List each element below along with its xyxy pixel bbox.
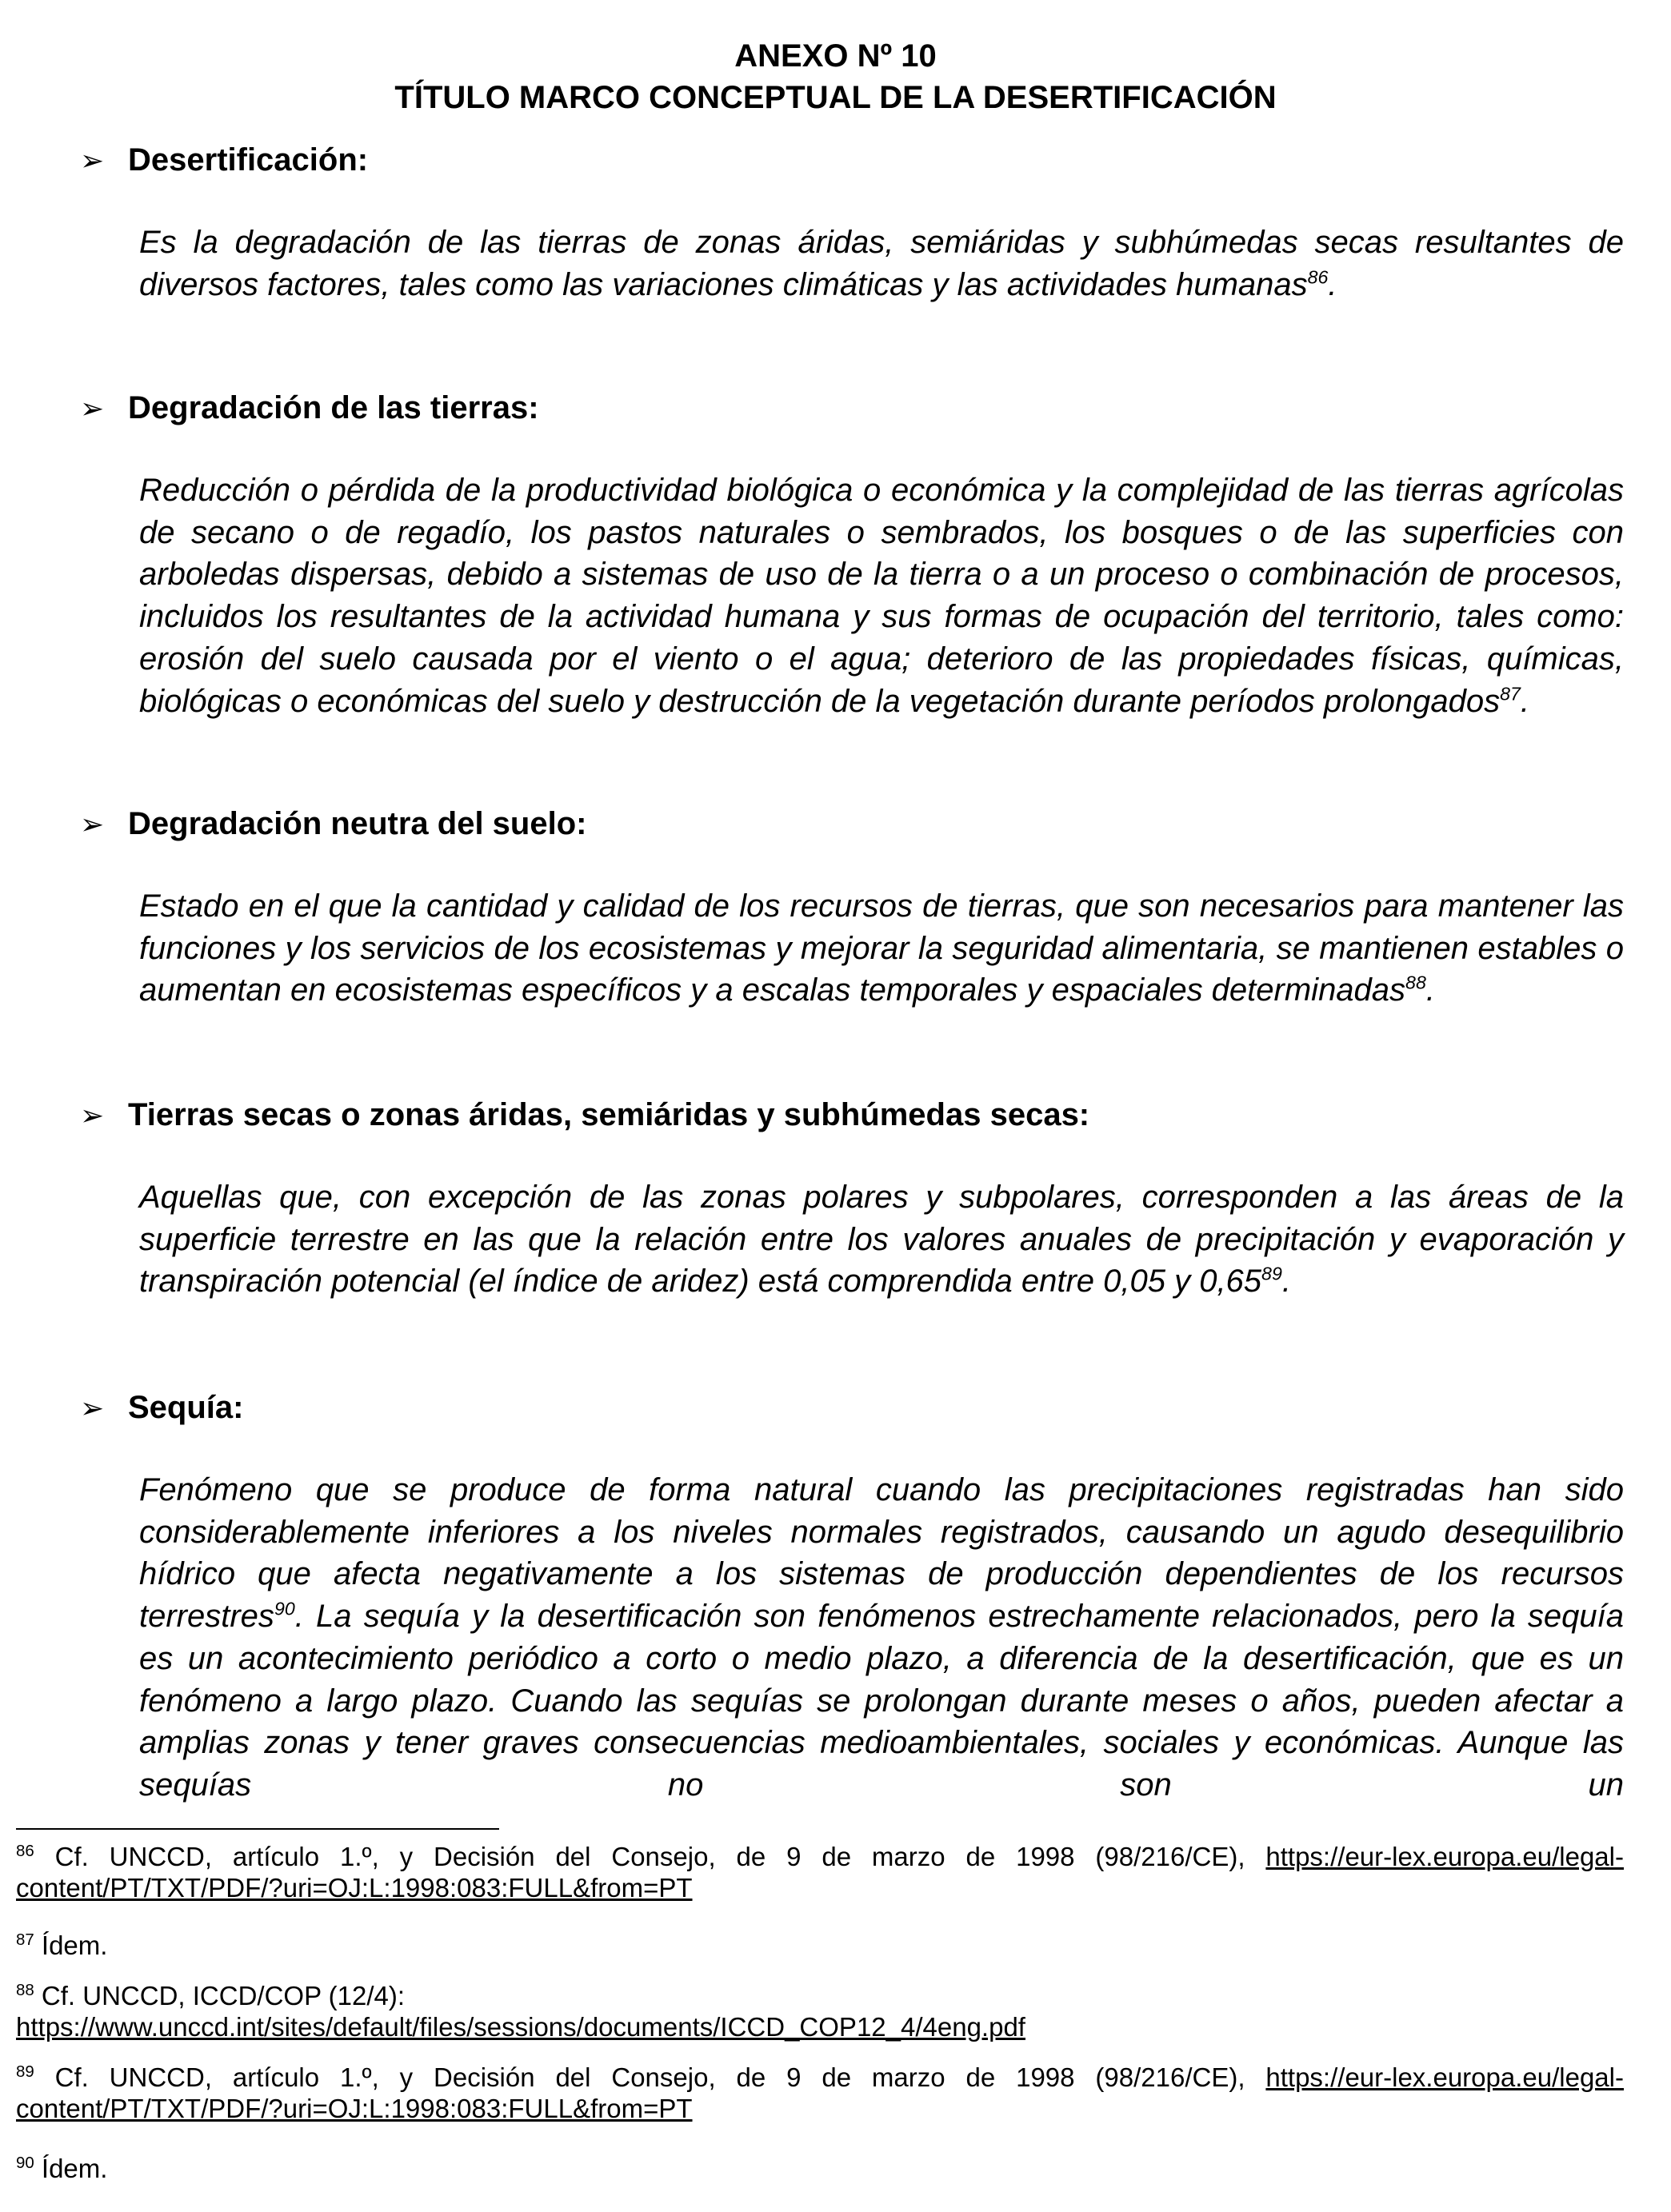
section-paragraph-tierras-secas bbox=[139, 1176, 1624, 1303]
footnote-text: Ídem. bbox=[34, 2154, 108, 2183]
paragraph-text: Fenómeno que se produce de forma natural cuando las precipitaciones registradas han sido considerablemente inferiores a los niveles normales registrados, causando un agudo desequilibrio hídrico que afecta negativamente a los sistemas de producción dependientes de los recursos terrestres bbox=[139, 1472, 1624, 1635]
page-header bbox=[0, 35, 1671, 118]
footnote-text: Ídem. bbox=[34, 1931, 108, 1960]
footnote-text: Cf. UNCCD, artículo 1.º, y Decisión del Consejo, de 9 de marzo de 1998 (98/216/CE), bbox=[34, 2062, 1266, 2092]
footnote-86 bbox=[16, 1841, 1624, 1903]
section-heading-desertificacion bbox=[80, 139, 1623, 182]
paragraph-tail: . La sequía y la desertificación son fenómenos estrechamente relacionados, pero la sequía es un acontecimiento periódico a corto o medio plazo, a diferencia de la desertificación, que es un fenómeno a largo plazo. Cuando las sequías se prolongan durante meses o años, pueden afectar a amplias zonas y tener graves consecuencias medioambientales, sociales y económicas. Aunque las sequías no son un bbox=[139, 1599, 1624, 1803]
section-heading-degradacion-tierras bbox=[80, 387, 1623, 429]
section-heading-label: Degradación de las tierras: bbox=[128, 390, 539, 425]
arrowhead-bullet-icon: ➢ bbox=[80, 1099, 105, 1132]
section-heading-label: Degradación neutra del suelo: bbox=[128, 806, 587, 841]
arrowhead-bullet-icon: ➢ bbox=[80, 808, 105, 840]
paragraph-text: Estado en el que la cantidad y calidad de los recursos de tierras, que son necesarios para mantener las funciones y los servicios de los ecosistemas y mejorar la seguridad alimentaria, se mantienen estables o aumentan en ecosistemas específicos y a escalas temporales y espaciales determinadas bbox=[139, 888, 1624, 1008]
section-paragraph-sequia bbox=[139, 1469, 1624, 1807]
section-heading-label: Tierras secas o zonas áridas, semiáridas y subhúmedas secas: bbox=[128, 1097, 1090, 1132]
footnote-87 bbox=[16, 1930, 1624, 1961]
paragraph-tail: . bbox=[1425, 972, 1435, 1008]
footnote-text: Cf. UNCCD, artículo 1.º, y Decisión del Consejo, de 9 de marzo de 1998 (98/216/CE), bbox=[34, 1842, 1266, 1871]
arrowhead-bullet-icon: ➢ bbox=[80, 1391, 105, 1424]
footnote-text: Cf. UNCCD, ICCD/COP (12/4): bbox=[34, 1981, 406, 2010]
footnote-ref[interactable]: 90 bbox=[274, 1598, 295, 1619]
arrowhead-bullet-icon: ➢ bbox=[80, 392, 105, 425]
section-heading-sequia bbox=[80, 1387, 1623, 1429]
footnote-ref[interactable]: 87 bbox=[1500, 683, 1521, 705]
section-heading-label: Desertificación: bbox=[128, 142, 369, 178]
paragraph-text: Es la degradación de las tierras de zonas áridas, semiáridas y subhúmedas secas resultantes de diversos factores, tales como las variaciones climáticas y las actividades humanas bbox=[139, 225, 1624, 302]
footnote-89 bbox=[16, 2062, 1624, 2124]
section-heading-label: Sequía: bbox=[128, 1390, 244, 1425]
page-title: TÍTULO MARCO CONCEPTUAL DE LA DESERTIFICACIÓN bbox=[394, 80, 1277, 115]
paragraph-text: Reducción o pérdida de la productividad biológica o económica y la complejidad de las tierras agrícolas de secano o de regadío, los pastos naturales o sembrados, los bosques o de las superficies con arboledas dispersas, debido a sistemas de uso de la tierra o a un proceso o combinación de procesos, incluidos los resultantes de la actividad humana y sus formas de ocupación del territorio, tales como: erosión del suelo causada por el viento o el agua; deterioro de las propiedades físicas, químicas, biológicas o económicas del suelo y destrucción de la vegetación durante períodos prolongados bbox=[139, 473, 1624, 719]
section-paragraph-degradacion-neutra bbox=[139, 885, 1624, 1012]
paragraph-tail: . bbox=[1520, 683, 1530, 719]
footnote-number: 87 bbox=[16, 1931, 34, 1949]
footnote-link[interactable]: https://eur-lex.europa.eu/legal-content/PT/TXT/PDF/?uri=OJ:L:1998:083:FULL&from=PT bbox=[16, 2062, 1624, 2123]
annex-number: ANEXO Nº 10 bbox=[734, 38, 937, 74]
footnote-number: 89 bbox=[16, 2062, 34, 2081]
paragraph-tail: . bbox=[1281, 1264, 1291, 1300]
section-heading-tierras-secas bbox=[80, 1094, 1623, 1136]
footnote-number: 90 bbox=[16, 2154, 34, 2172]
footnote-ref[interactable]: 86 bbox=[1307, 266, 1329, 288]
footnote-90 bbox=[16, 2153, 1624, 2184]
footnote-88 bbox=[16, 1980, 1624, 2042]
footnote-ref[interactable]: 88 bbox=[1405, 972, 1426, 994]
section-paragraph-desertificacion bbox=[139, 222, 1624, 305]
footnote-number: 88 bbox=[16, 1981, 34, 1999]
paragraph-tail: . bbox=[1328, 266, 1337, 302]
footnote-link[interactable]: https://www.unccd.int/sites/default/files/sessions/documents/ICCD_COP12_4/4eng.pdf bbox=[16, 2012, 1025, 2042]
section-heading-degradacion-neutra bbox=[80, 803, 1623, 845]
footnote-ref[interactable]: 89 bbox=[1261, 1264, 1282, 1285]
section-paragraph-degradacion-tierras bbox=[139, 469, 1624, 722]
arrowhead-bullet-icon: ➢ bbox=[80, 144, 105, 177]
footnote-link[interactable]: https://eur-lex.europa.eu/legal-content/PT/TXT/PDF/?uri=OJ:L:1998:083:FULL&from=PT bbox=[16, 1842, 1624, 1903]
footnote-number: 86 bbox=[16, 1842, 34, 1860]
footnote-separator bbox=[16, 1828, 499, 1830]
paragraph-text: Aquellas que, con excepción de las zonas polares y subpolares, corresponden a las áreas de la superficie terrestre en las que la relación entre los valores anuales de precipitación y evaporación y transpiración potencial (el índice de aridez) está comprendida entre 0,05 y 0,65 bbox=[139, 1180, 1624, 1300]
